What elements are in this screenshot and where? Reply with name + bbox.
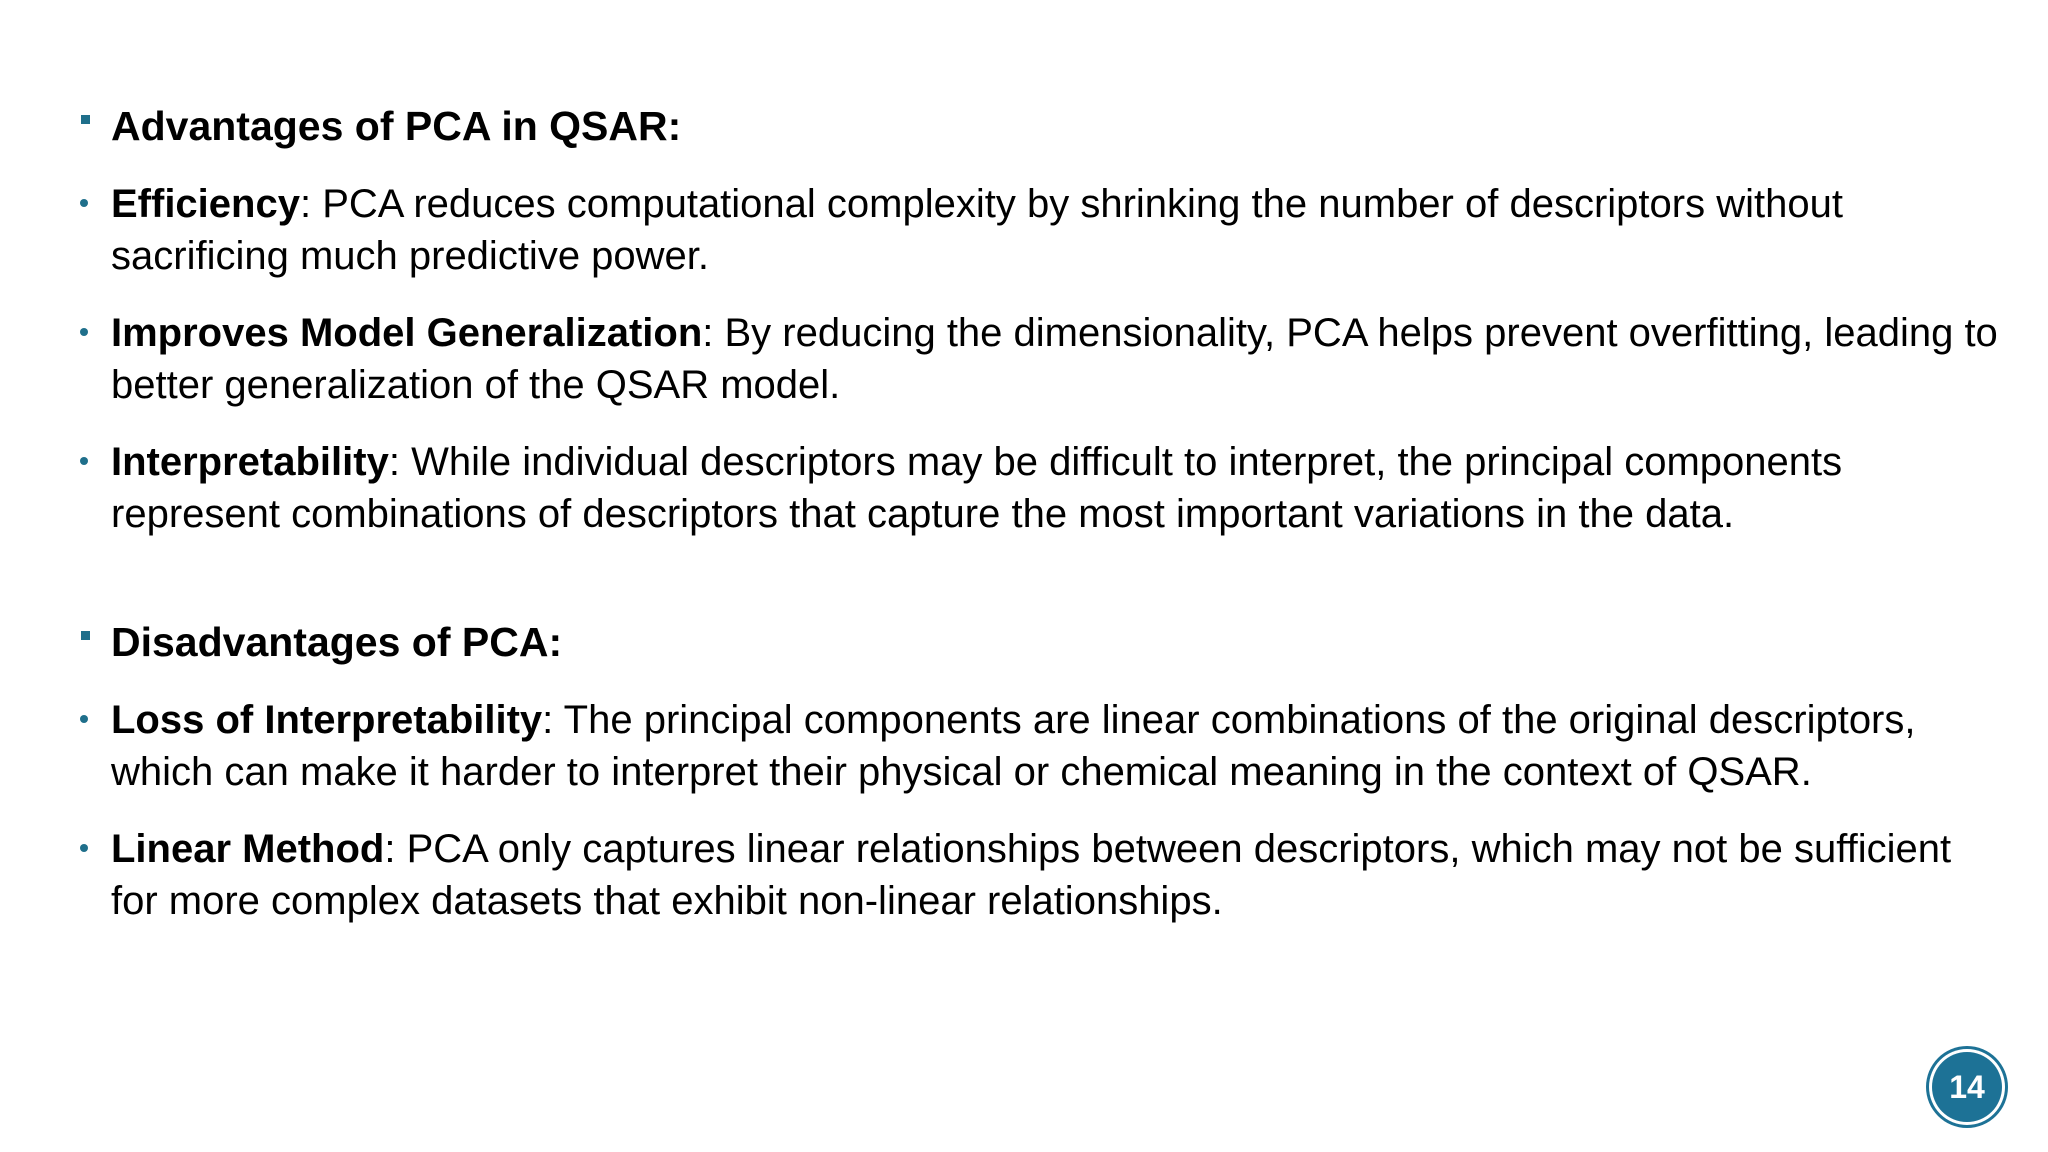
advantages-heading-text: Advantages of PCA in QSAR: bbox=[111, 103, 682, 149]
list-item-interpretability bbox=[76, 436, 2006, 540]
dot-bullet-icon bbox=[80, 715, 88, 723]
list-item-loss-of-interpretability bbox=[76, 694, 2006, 798]
page-number: 14 bbox=[1949, 1068, 1985, 1105]
page-number-badge bbox=[1932, 1052, 2002, 1122]
list-item-generalization bbox=[76, 307, 2006, 411]
item-term: Loss of Interpretability bbox=[111, 698, 543, 742]
item-term: Improves Model Generalization bbox=[111, 311, 703, 355]
disadvantages-heading-text: Disadvantages of PCA: bbox=[111, 619, 563, 665]
dot-bullet-icon bbox=[80, 844, 88, 852]
item-text: : The principal components are linear combinations of the original descriptors, which can make it harder to interpret their physical or chemical meaning in the context of QSAR. bbox=[111, 698, 1916, 794]
list-item-linear-method bbox=[76, 823, 2006, 927]
item-text: : PCA only captures linear relationships between descriptors, which may not be sufficient for more complex datasets that exhibit non-linear relationships. bbox=[111, 827, 1952, 923]
dot-bullet-icon bbox=[80, 199, 88, 207]
item-text: : While individual descriptors may be difficult to interpret, the principal components represent combinations of descriptors that capture the most important variations in the data. bbox=[111, 440, 1843, 536]
disadvantages-section bbox=[76, 616, 2006, 927]
item-text: : PCA reduces computational complexity by shrinking the number of descriptors without sacrificing much predictive power. bbox=[111, 182, 1843, 278]
square-bullet-icon bbox=[81, 631, 90, 640]
dot-bullet-icon bbox=[80, 328, 88, 336]
item-term: Interpretability bbox=[111, 440, 389, 484]
square-bullet-icon bbox=[81, 115, 90, 124]
slide-content bbox=[76, 100, 2006, 952]
disadvantages-heading bbox=[76, 616, 2006, 668]
item-term: Linear Method bbox=[111, 827, 385, 871]
item-text: : By reducing the dimensionality, PCA helps prevent overfitting, leading to better generalization of the QSAR model. bbox=[111, 311, 1998, 407]
list-item-efficiency bbox=[76, 178, 2006, 282]
dot-bullet-icon bbox=[80, 457, 88, 465]
advantages-section bbox=[76, 100, 2006, 540]
advantages-heading bbox=[76, 100, 2006, 152]
item-term: Efficiency bbox=[111, 182, 300, 226]
